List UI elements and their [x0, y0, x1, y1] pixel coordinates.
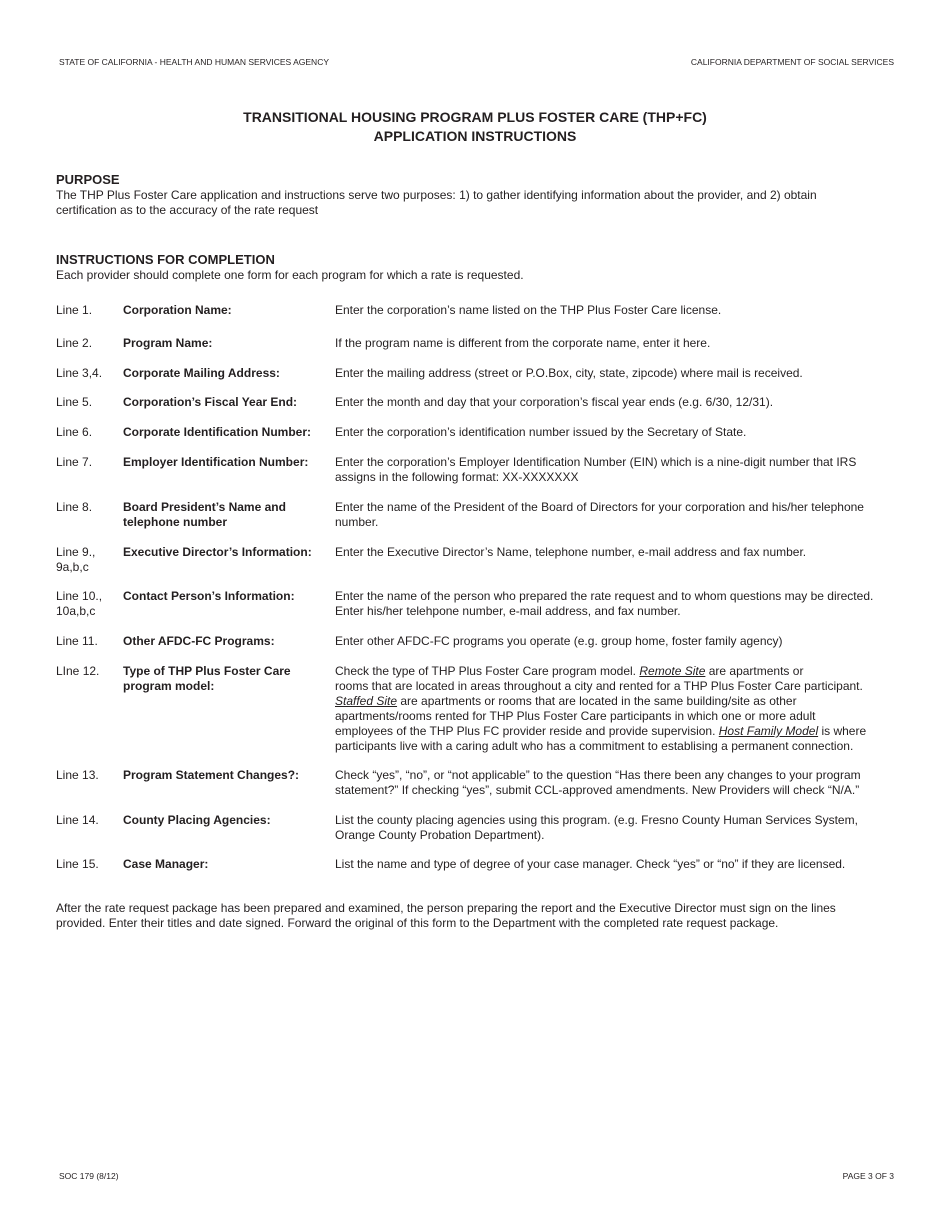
line-label	[123, 664, 328, 694]
purpose-text-2: certification as to the accuracy of the rate request	[56, 203, 319, 217]
description-line: number.	[335, 515, 379, 529]
line-number: Line 14.	[56, 813, 99, 827]
line-description: Enter the corporation’s name listed on the THP Plus Foster Care license.	[335, 303, 722, 317]
description-line: Orange County Probation Department).	[335, 828, 545, 842]
line-label: Corporation’s Fiscal Year End:	[123, 395, 298, 409]
closing-paragraph	[56, 901, 896, 931]
remote-site-term: Remote Site	[639, 664, 706, 678]
line-label: Case Manager:	[123, 857, 209, 871]
desc-text: employees of the THP Plus FC provider reside and provide supervision.	[335, 724, 719, 738]
line-label: Program Statement Changes?:	[123, 768, 300, 782]
line-description: Enter the mailing address (street or P.O.Box, city, state, zipcode) where mail is received.	[335, 366, 803, 380]
purpose-section	[56, 172, 896, 218]
staffed-site-term: Staffed Site	[335, 694, 398, 708]
closing-line: After the rate request package has been prepared and examined, the person preparing the report and the Executive Director must sign on the lines	[56, 901, 836, 915]
description-line	[335, 694, 896, 709]
line-number: Line 13.	[56, 768, 99, 782]
desc-text: Check the type of THP Plus Foster Care program model.	[335, 664, 640, 678]
label-line: telephone number	[123, 515, 228, 529]
description-line: rooms that are located in areas throughout a city and rented for a THP Plus Foster Care participant.	[335, 679, 863, 693]
line-description	[335, 589, 896, 619]
line-label: Other AFDC-FC Programs:	[123, 634, 275, 648]
line-number: Line 5.	[56, 395, 93, 409]
line-number: Line 8.	[56, 500, 93, 514]
department-header: CALIFORNIA DEPARTMENT OF SOCIAL SERVICES	[690, 57, 894, 67]
description-line	[335, 664, 896, 679]
purpose-heading: PURPOSE	[56, 172, 120, 187]
host-family-model-term: Host Family Model	[718, 724, 819, 738]
label-line: program model:	[123, 679, 215, 693]
line-label: Corporate Mailing Address:	[123, 366, 280, 380]
line-label	[123, 500, 328, 530]
line-label: Employer Identification Number:	[123, 455, 309, 469]
line-description: Enter other AFDC-FC programs you operate (e.g. group home, foster family agency)	[335, 634, 783, 648]
number-line: Line 10.,	[56, 589, 103, 603]
form-number: SOC 179 (8/12)	[59, 1171, 119, 1181]
line-description	[335, 500, 896, 530]
line-number: Line 3,4.	[56, 366, 103, 380]
description-line: Enter the name of the person who prepared the rate request and to whom questions may be directed.	[335, 589, 874, 603]
line-description: Enter the corporation’s identification number issued by the Secretary of State.	[335, 425, 747, 439]
line-label: Corporation Name:	[123, 303, 232, 317]
line-description	[335, 813, 896, 843]
line-number	[56, 545, 120, 575]
purpose-text-1: The THP Plus Foster Care application and instructions serve two purposes: 1) to gather identifying information about the provider, and 2) obtain	[56, 188, 817, 202]
page-number: PAGE 3 OF 3	[842, 1171, 894, 1181]
line-description: Enter the month and day that your corporation’s fiscal year ends (e.g. 6/30, 12/31).	[335, 395, 774, 409]
closing-line: provided. Enter their titles and date signed. Forward the original of this form to the Department with the completed rate request package.	[56, 916, 779, 930]
line-description: List the name and type of degree of your case manager. Check “yes” or “no” if they are licensed.	[335, 857, 846, 871]
line-number: Line 7.	[56, 455, 93, 469]
description-line: List the county placing agencies using this program. (e.g. Fresno County Human Services System,	[335, 813, 858, 827]
description-line: apartments/rooms rented for THP Plus Foster Care participants in which one or more adult	[335, 709, 816, 723]
instructions-intro: Each provider should complete one form for each program for which a rate is requested.	[56, 268, 524, 282]
description-line: Enter the corporation’s Employer Identification Number (EIN) which is a nine-digit number that IRS	[335, 455, 857, 469]
line-number	[56, 589, 120, 619]
line-number: Line 1.	[56, 303, 93, 317]
number-line: 9a,b,c	[56, 560, 89, 574]
line-number: Line 2.	[56, 336, 93, 350]
line-description: Enter the Executive Director’s Name, telephone number, e-mail address and fax number.	[335, 545, 807, 559]
line-description: If the program name is different from the corporate name, enter it here.	[335, 336, 711, 350]
line-number: LIne 12.	[56, 664, 100, 678]
description-line: Check “yes”, “no”, or “not applicable” to the question “Has there been any changes to your program	[335, 768, 861, 782]
description-line: participants live with a caring adult who has a commitment to establising a permanent connection.	[335, 739, 854, 753]
line-label: Contact Person’s Information:	[123, 589, 295, 603]
number-line: 10a,b,c	[56, 604, 96, 618]
line-number: Line 6.	[56, 425, 93, 439]
desc-text: are apartments or	[705, 664, 804, 678]
line-description	[335, 455, 896, 485]
line-label: Corporate Identification Number:	[123, 425, 312, 439]
desc-text: are apartments or rooms that are located in the same building/site as other	[397, 694, 797, 708]
document-title	[0, 108, 950, 146]
instructions-heading: INSTRUCTIONS FOR COMPLETION	[56, 252, 275, 267]
description-line	[335, 724, 896, 739]
description-line: Enter his/her telehpone number, e-mail address, and fax number.	[335, 604, 681, 618]
line-label: Program Name:	[123, 336, 213, 350]
instructions-section	[56, 252, 896, 283]
line-number: Line 15.	[56, 857, 99, 871]
desc-text: is where	[818, 724, 867, 738]
title-line-2: APPLICATION INSTRUCTIONS	[373, 128, 577, 144]
description-line: statement?” If checking “yes”, submit CCL-approved amendments. New Providers will check “N/A.”	[335, 783, 860, 797]
label-line: Type of THP Plus Foster Care	[123, 664, 291, 678]
label-line: Board President’s Name and	[123, 500, 286, 514]
line-label: Executive Director’s Information:	[123, 545, 312, 559]
line-label: County Placing Agencies:	[123, 813, 271, 827]
description-line: assigns in the following format: XX-XXXXXXX	[335, 470, 579, 484]
line-number: Line 11.	[56, 634, 98, 648]
agency-header: STATE OF CALIFORNIA - HEALTH AND HUMAN SERVICES AGENCY	[59, 57, 330, 67]
title-line-1: TRANSITIONAL HOUSING PROGRAM PLUS FOSTER CARE (THP+FC)	[243, 109, 707, 125]
line-description	[335, 664, 896, 754]
line-description	[335, 768, 896, 798]
number-line: Line 9.,	[56, 545, 96, 559]
description-line: Enter the name of the President of the Board of Directors for your corporation and his/her telephone	[335, 500, 864, 514]
